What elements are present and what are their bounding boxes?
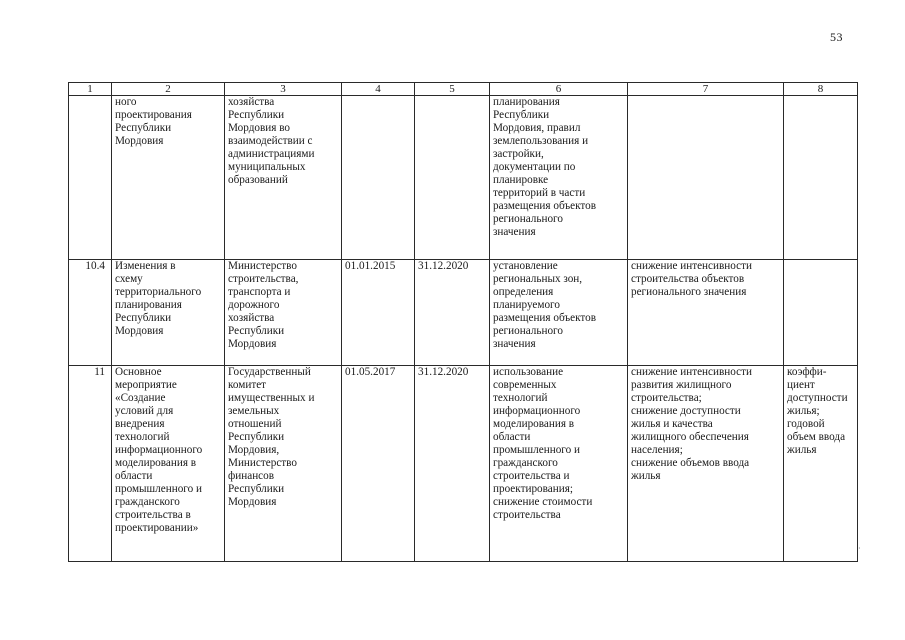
cell-text-line: гражданского bbox=[493, 457, 558, 469]
cell-text-line: строительства bbox=[493, 509, 561, 521]
cell-text-line: отношений bbox=[228, 418, 282, 430]
cell-text-line: планируемого bbox=[493, 299, 560, 311]
cell-text: 01.01.2015 bbox=[345, 260, 396, 272]
cell-text-line: Министерство bbox=[228, 260, 297, 272]
cell-text-line: годовой bbox=[787, 418, 825, 430]
cell-text-line: регионального значения bbox=[631, 286, 747, 298]
cell-text-line: Республики bbox=[228, 431, 285, 443]
cell-text-line: образований bbox=[228, 174, 288, 186]
cell-text-line: значения bbox=[493, 338, 536, 350]
cell-text-line: установление bbox=[493, 260, 558, 272]
header-cell: 5 bbox=[415, 83, 490, 96]
measure-name-cell bbox=[112, 366, 225, 562]
cell-text-line: застройки, bbox=[493, 148, 544, 160]
cell-text-line: размещения объектов bbox=[493, 200, 597, 212]
cell-text-line: документации по bbox=[493, 161, 576, 173]
cell-text-line: хозяйства bbox=[228, 96, 275, 108]
cell-text-line: Республики bbox=[228, 483, 285, 495]
cell-text-line: Основное bbox=[115, 366, 162, 378]
measures-table bbox=[68, 82, 858, 562]
cell-text-line: дорожного bbox=[228, 299, 280, 311]
cell-text-line: строительства и bbox=[493, 470, 570, 482]
cell-text-line: строительства объектов bbox=[631, 273, 745, 285]
cell-text-line: жилищного обеспечения bbox=[631, 431, 749, 443]
cell-text-line: промышленного и bbox=[115, 483, 202, 495]
measure-name-cell bbox=[112, 260, 225, 366]
measure-name-cell bbox=[112, 96, 225, 260]
cell-text: 31.12.2020 bbox=[418, 366, 469, 378]
cell-text-line: Республики bbox=[228, 109, 285, 121]
cell-text-line: информационного bbox=[493, 405, 581, 417]
cell-text-line: снижение интенсивности bbox=[631, 260, 752, 272]
header-cell: 8 bbox=[784, 83, 858, 96]
cell-text-line: взаимодействии с bbox=[228, 135, 313, 147]
cell-text-line: планирования bbox=[493, 96, 560, 108]
cell-text-line: снижение интенсивности bbox=[631, 366, 752, 378]
end-date-cell bbox=[415, 96, 490, 260]
row-number-cell bbox=[69, 96, 112, 260]
cell-text: 31.12.2020 bbox=[418, 260, 469, 272]
cell-text-line: комитет bbox=[228, 379, 267, 391]
header-cell: 2 bbox=[112, 83, 225, 96]
expected-result-cell bbox=[490, 260, 628, 366]
cell-text-line: области bbox=[493, 431, 531, 443]
cell-text-line: региональных зон, bbox=[493, 273, 583, 285]
start-date-cell bbox=[342, 260, 415, 366]
cell-text-line: моделирования в bbox=[493, 418, 575, 430]
cell-text-line: промышленного и bbox=[493, 444, 580, 456]
header-cell: 3 bbox=[225, 83, 342, 96]
cell-text-line: современных bbox=[493, 379, 557, 391]
responsible-executor-cell bbox=[225, 96, 342, 260]
cell-text-line: внедрения bbox=[115, 418, 165, 430]
cell-text-line: регионального bbox=[493, 213, 563, 225]
cell-text-line: проектировании» bbox=[115, 522, 199, 534]
cell-text-line: Мордовия bbox=[115, 135, 164, 147]
cell-text-line: земельных bbox=[228, 405, 280, 417]
cell-text-line: снижение стоимости bbox=[493, 496, 593, 508]
header-cell: 1 bbox=[69, 83, 112, 96]
cell-text-line: Изменения в bbox=[115, 260, 176, 272]
cell-text-line: коэффи- bbox=[787, 366, 827, 378]
table-row bbox=[69, 260, 858, 366]
cell-text-line: Государственный bbox=[228, 366, 311, 378]
cell-text-line: информационного bbox=[115, 444, 203, 456]
cell-text-line: жилья bbox=[631, 470, 661, 482]
cell-text-line: объем ввода bbox=[787, 431, 846, 443]
cell-text-line: доступности bbox=[787, 392, 848, 404]
cell-text-line: строительства, bbox=[228, 273, 299, 285]
cell-text-line: определения bbox=[493, 286, 554, 298]
page-number: 53 bbox=[830, 30, 843, 44]
cell-text-line: территориального bbox=[115, 286, 202, 298]
cell-text-line: жилья; bbox=[787, 405, 820, 417]
cell-text-line: землепользования и bbox=[493, 135, 589, 147]
consequences-of-non-implementation-cell bbox=[628, 96, 784, 260]
cell-text-line: Республики bbox=[493, 109, 550, 121]
header-cell: 4 bbox=[342, 83, 415, 96]
scan-mark: · bbox=[858, 544, 861, 553]
cell-text: 11 bbox=[94, 366, 105, 378]
cell-text-line: мероприятие bbox=[115, 379, 177, 391]
cell-text-line: Мордовия, bbox=[228, 444, 280, 456]
cell-text-line: Мордовия во bbox=[228, 122, 291, 134]
table-header-row bbox=[69, 83, 858, 96]
cell-text-line: регионального bbox=[493, 325, 563, 337]
cell-text: 01.05.2017 bbox=[345, 366, 396, 378]
cell-text-line: Мордовия bbox=[228, 338, 277, 350]
indicator-link-cell bbox=[784, 260, 858, 366]
cell-text-line: Республики bbox=[115, 312, 172, 324]
start-date-cell bbox=[342, 366, 415, 562]
cell-text-line: населения; bbox=[631, 444, 683, 456]
cell-text-line: финансов bbox=[228, 470, 275, 482]
cell-text-line: развития жилищного bbox=[631, 379, 732, 391]
cell-text: 10.4 bbox=[85, 260, 105, 272]
header-cell: 6 bbox=[490, 83, 628, 96]
cell-text-line: строительства в bbox=[115, 509, 191, 521]
cell-text-line: Республики bbox=[228, 325, 285, 337]
cell-text-line: Мордовия bbox=[115, 325, 164, 337]
start-date-cell bbox=[342, 96, 415, 260]
cell-text-line: «Создание bbox=[115, 392, 166, 404]
cell-text-line: области bbox=[115, 470, 153, 482]
cell-text-line: циент bbox=[787, 379, 815, 391]
indicator-link-cell bbox=[784, 366, 858, 562]
consequences-of-non-implementation-cell bbox=[628, 366, 784, 562]
end-date-cell bbox=[415, 260, 490, 366]
cell-text-line: строительства; bbox=[631, 392, 702, 404]
cell-text-line: проектирования bbox=[115, 109, 192, 121]
cell-text-line: муниципальных bbox=[228, 161, 306, 173]
expected-result-cell bbox=[490, 366, 628, 562]
cell-text-line: гражданского bbox=[115, 496, 180, 508]
table-row bbox=[69, 366, 858, 562]
table-row bbox=[69, 96, 858, 260]
row-number-cell bbox=[69, 366, 112, 562]
cell-text-line: планирования bbox=[115, 299, 182, 311]
cell-text-line: технологий bbox=[493, 392, 548, 404]
cell-text-line: жилья bbox=[787, 444, 817, 456]
cell-text-line: Республики bbox=[115, 122, 172, 134]
cell-text-line: снижение доступности bbox=[631, 405, 741, 417]
cell-text-line: имущественных и bbox=[228, 392, 315, 404]
cell-text-line: размещения объектов bbox=[493, 312, 597, 324]
cell-text-line: Мордовия, правил bbox=[493, 122, 581, 134]
cell-text-line: значения bbox=[493, 226, 536, 238]
expected-result-cell bbox=[490, 96, 628, 260]
row-number-cell bbox=[69, 260, 112, 366]
cell-text-line: территорий в части bbox=[493, 187, 586, 199]
cell-text-line: администрациями bbox=[228, 148, 315, 160]
header-cell: 7 bbox=[628, 83, 784, 96]
cell-text-line: условий для bbox=[115, 405, 174, 417]
cell-text-line: моделирования в bbox=[115, 457, 197, 469]
cell-text-line: планировке bbox=[493, 174, 549, 186]
cell-text-line: схему bbox=[115, 273, 143, 285]
cell-text-line: Мордовия bbox=[228, 496, 277, 508]
cell-text-line: хозяйства bbox=[228, 312, 275, 324]
cell-text-line: проектирования; bbox=[493, 483, 573, 495]
end-date-cell bbox=[415, 366, 490, 562]
responsible-executor-cell bbox=[225, 260, 342, 366]
responsible-executor-cell bbox=[225, 366, 342, 562]
indicator-link-cell bbox=[784, 96, 858, 260]
cell-text-line: технологий bbox=[115, 431, 170, 443]
cell-text-line: жилья и качества bbox=[631, 418, 713, 430]
cell-text-line: транспорта и bbox=[228, 286, 291, 298]
cell-text-line: использование bbox=[493, 366, 564, 378]
cell-text-line: Министерство bbox=[228, 457, 297, 469]
cell-text-line: ного bbox=[115, 96, 137, 108]
consequences-of-non-implementation-cell bbox=[628, 260, 784, 366]
cell-text-line: снижение объемов ввода bbox=[631, 457, 750, 469]
